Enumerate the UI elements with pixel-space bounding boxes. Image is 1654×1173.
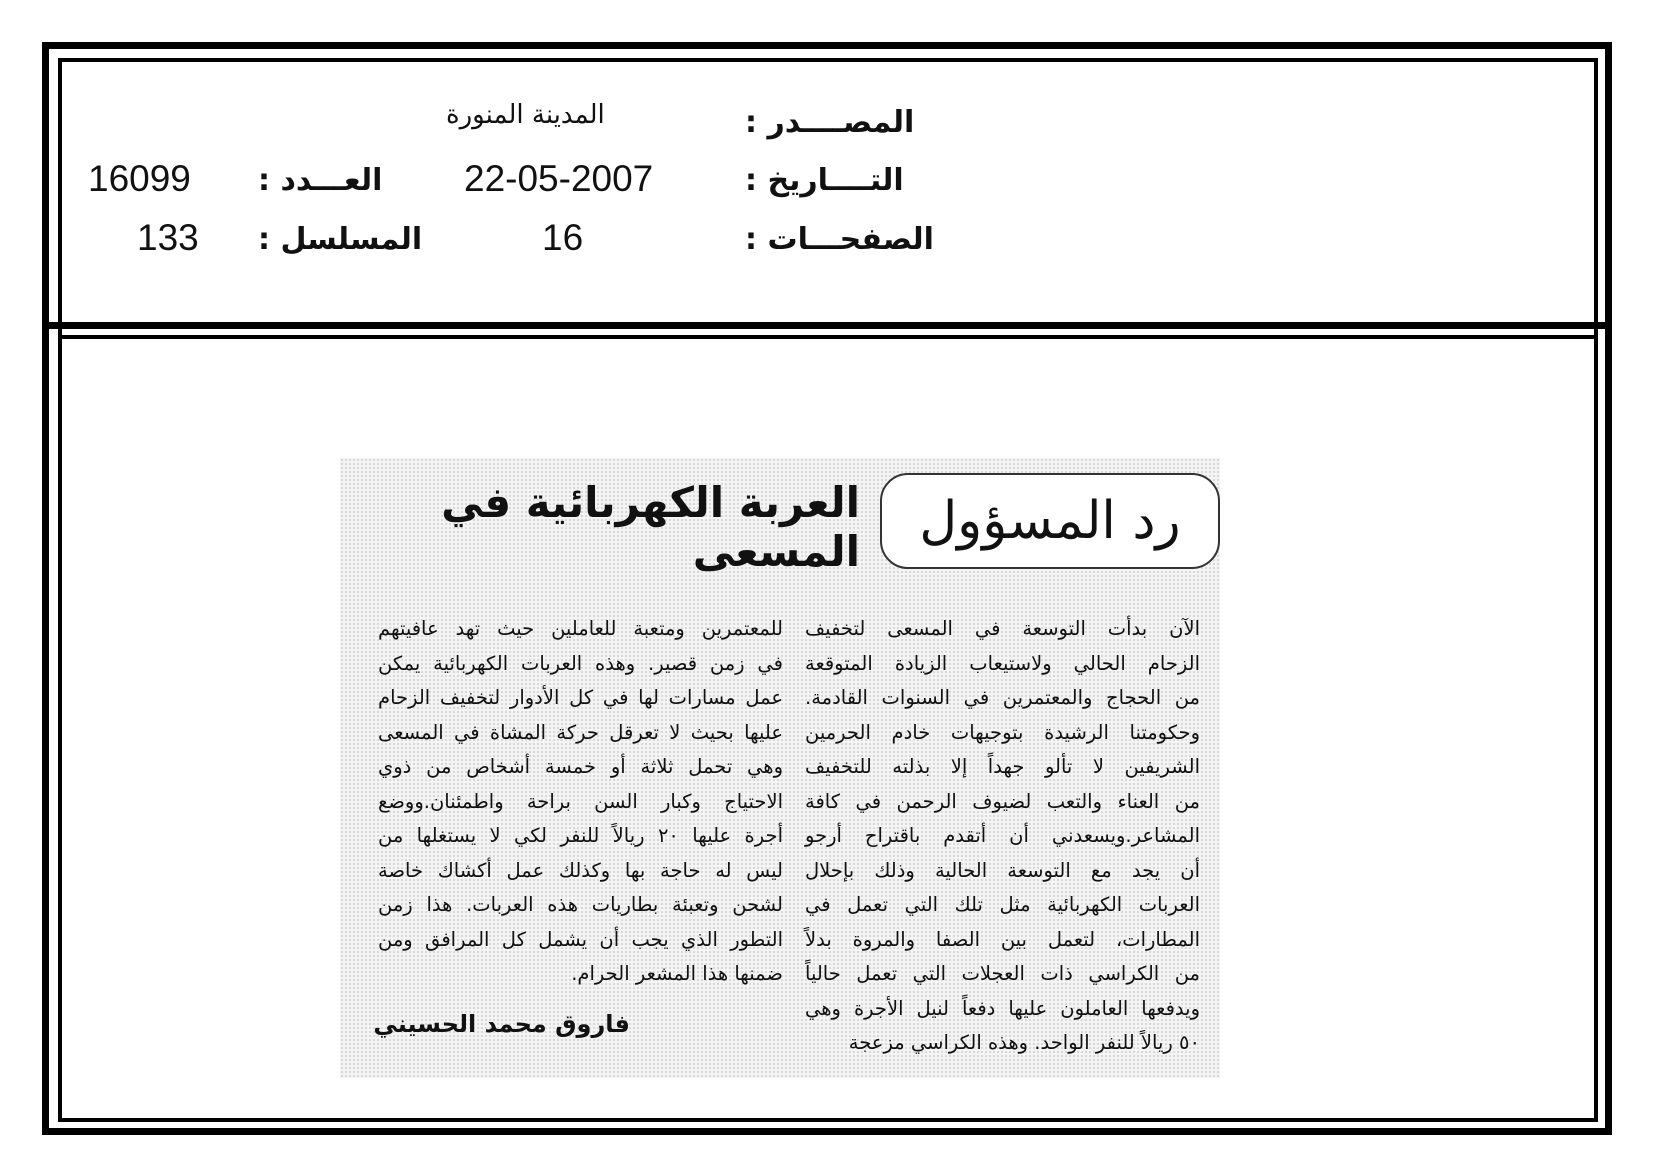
source-label: المصــــدر : — [745, 105, 915, 140]
article-line: الشريفين لا تألو جهداً إلا بذلته للتخفيف — [805, 755, 1200, 778]
article-line: العربات الكهربائية مثل تلك التي تعمل في — [805, 893, 1200, 916]
article-line: ويدفعها العاملون عليها دفعاً لنيل الأجرة وهي — [805, 996, 1200, 1020]
article-line: أن يجد مع التوسعة الحالية وذلك بإحلال — [805, 858, 1200, 882]
serial-label: المسلسل : — [258, 222, 423, 257]
issue-value: 16099 — [88, 158, 191, 199]
article-line: في زمن قصير. وهذه العربات الكهربائية يمكن — [378, 651, 783, 675]
article-line: من العناء والتعب لضيوف الرحمن في كافة — [805, 789, 1200, 813]
article-line: من الكراسي ذات العجلات التي تعمل حالياً — [805, 962, 1200, 985]
pages-label: الصفحـــات : — [745, 222, 934, 257]
article-right-column — [805, 612, 1200, 1061]
header-divider — [42, 322, 1612, 329]
issue-label: العـــدد : — [258, 163, 383, 198]
article-line: الزحام الحالي ولاستيعاب الزيادة المتوقعة — [805, 651, 1200, 675]
article-line: عليها بحيث لا تعرقل حركة المشاة في المسعى — [378, 720, 783, 744]
article-line: من الحجاج والمعتمرين في السنوات القادمة. — [805, 686, 1200, 709]
article-line: أجرة عليها ٢٠ ريالاً للنفر لكي لا يستغلها من — [378, 824, 783, 847]
article-line: الاحتياج وكبار السن براحة واطمئنان.ووضع — [378, 789, 783, 813]
article-line: المطارات، لتعمل بين الصفا والمروة بدلاً — [805, 927, 1200, 951]
column-logo-text: رد المسؤول — [919, 491, 1181, 551]
article-left-column — [378, 612, 783, 992]
article-line: التطور الذي يجب أن يشمل كل المرافق ومن — [378, 927, 783, 951]
column-logo — [880, 473, 1220, 569]
article-line: للمعتمرين ومتعبة للعاملين حيث تهد عافيتهم — [378, 617, 783, 640]
date-label: التــــاريخ : — [745, 163, 904, 198]
article-line: المشاعر.ويسعدني أن أتقدم باقتراح أرجو — [805, 824, 1200, 847]
source-value: المدينة المنورة — [446, 100, 605, 130]
article-line: وهي تحمل ثلاثة أو خمسة أشخاص من ذوي — [378, 755, 783, 778]
article-author: فاروق محمد الحسيني — [373, 1010, 630, 1038]
article-line: الآن بدأت التوسعة في المسعى لتخفيف — [805, 617, 1200, 640]
date-value: 22-05-2007 — [464, 158, 654, 199]
serial-value: 133 — [137, 217, 199, 258]
article-line: وحكومتنا الرشيدة بتوجيهات خادم الحرمين — [805, 720, 1200, 744]
article-line: عمل مسارات لها في كل الأدوار لتخفيف الزحام — [378, 686, 783, 709]
header-divider-inner — [58, 335, 1598, 339]
article-headline: العربة الكهربائية في المسعى — [441, 478, 860, 576]
article-line: ليس له حاجة بها وكذلك عمل أكشاك خاصة — [378, 858, 783, 882]
article-line: ٥٠ ريالاً للنفر الواحد. وهذه الكراسي مزعجة — [848, 1031, 1200, 1054]
article-line: ضمنها هذا المشعر الحرام. — [571, 962, 783, 985]
pages-value: 16 — [542, 217, 584, 258]
article-line: لشحن وتعبئة بطاريات هذه العربات. هذا زمن — [378, 893, 783, 916]
